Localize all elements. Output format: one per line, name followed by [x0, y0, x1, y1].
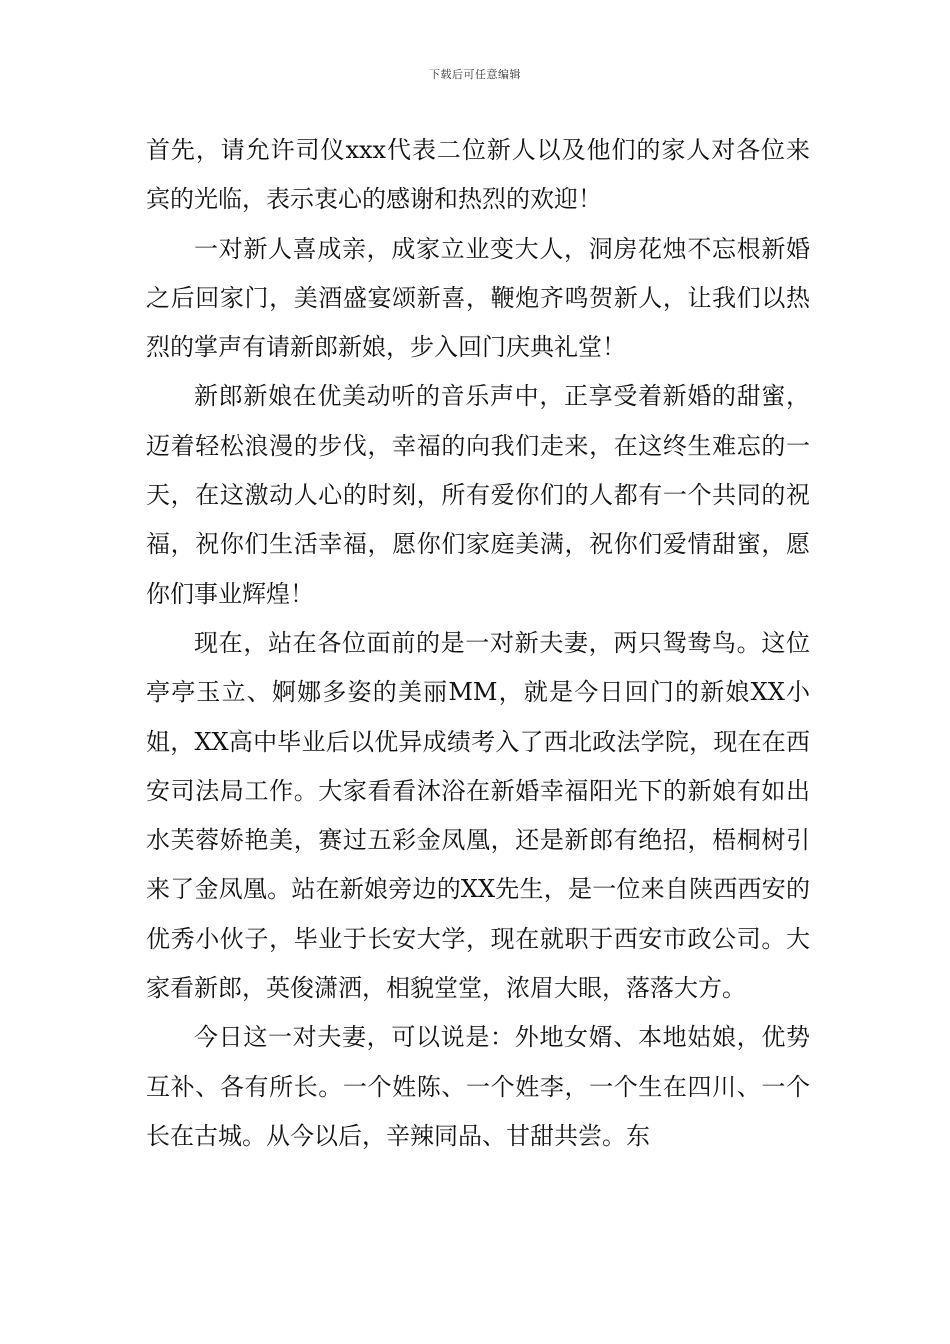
document-body — [146, 126, 810, 1161]
paragraph-greeting: 首先，请允许司仪xxx代表二位新人以及他们的家人对各位来宾的光临，表示衷心的感谢和热烈的欢迎！ — [146, 136, 810, 214]
paragraph-couple-description: 今日这一对夫妻，可以说是：外地女婿、本地姑娘，优势互补、各有所长。一个姓陈、一个姓李，一个生在四川、一个长在古城。从今以后，辛辣同品、甘甜共尝。东 — [146, 1023, 810, 1150]
paragraph-introduction: 现在，站在各位面前的是一对新夫妻，两只鸳鸯鸟。这位亭亭玉立、婀娜多姿的美丽MM，就是今日回门的新娘XX小姐，XX高中毕业后以优异成绩考入了西北政法学院，现在在西安司法局工作。大家看看沐浴在新婚幸福阳光下的新娘有如出水芙蓉娇艳美，赛过五彩金凤凰，还是新郎有绝招，梧桐树引来了金凤凰。站在新娘旁边的XX先生，是一位来自陕西西安的优秀小伙子，毕业于长安大学，现在就职于西安市政公司。大家看新郎，英俊潇洒，相貌堂堂，浓眉大眼，落落大方。 — [146, 628, 810, 1003]
page-header: 下载后可任意编辑 — [429, 68, 521, 81]
paragraph-blessing: 新郎新娘在优美动听的音乐声中，正享受着新婚的甜蜜，迈着轻松浪漫的步伐，幸福的向我们走来，在这终生难忘的一天，在这激动人心的时刻，所有爱你们的人都有一个共同的祝福，祝你们生活幸福，愿你们家庭美满，祝你们爱情甜蜜，愿你们事业辉煌！ — [146, 382, 810, 608]
paragraph-newlyweds-verse: 一对新人喜成亲，成家立业变大人，洞房花烛不忘根新婚之后回家门，美酒盛宴颂新喜，鞭炮齐鸣贺新人，让我们以热烈的掌声有请新郎新娘，步入回门庆典礼堂！ — [146, 234, 810, 362]
